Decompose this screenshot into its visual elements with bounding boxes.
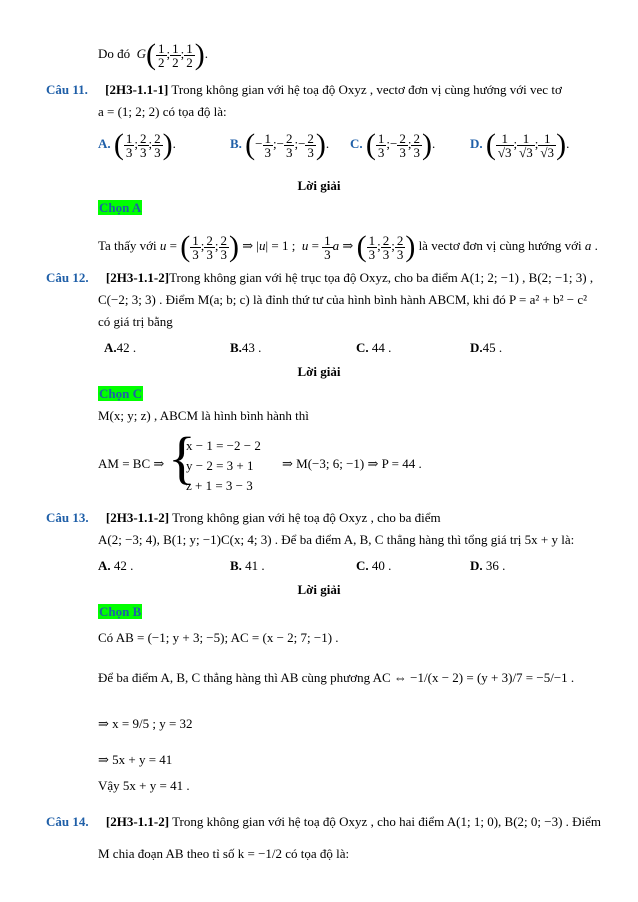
- q12-option-d-key: D.: [470, 340, 483, 355]
- q12-choice: [98, 386, 143, 402]
- q12-explain-lhs: AM = BC ⇒: [98, 456, 165, 471]
- q12-option-a-value: 42 .: [116, 340, 137, 355]
- q13-option-a-key: A.: [98, 558, 111, 573]
- q12-option-b-value: 43 .: [241, 340, 262, 355]
- q11-option-b-value: (− $\frac{1}{3}$ ;− $\frac{2}{3}$ ;− $\frac{2}{3}$ ).: [245, 128, 330, 161]
- q13-step5: Vậy 5x + y = 41 .: [98, 778, 190, 793]
- q13-option-b-key: B.: [230, 558, 242, 573]
- q14-tag: [2H3-1.1-2]: [105, 814, 170, 829]
- q13-choice-label: Chọn B: [99, 604, 142, 619]
- q13-text: Trong không gian với hệ toạ độ Oxyz , cho ba điểm: [172, 510, 441, 525]
- q12-label: Câu 12.: [46, 270, 89, 285]
- q12-option-c-key: C.: [356, 340, 369, 355]
- q12-solution-title: Lời giải: [297, 364, 341, 379]
- q13-tag: [2H3-1.1-2]: [105, 510, 170, 525]
- q12-explain-rhs: ⇒ M(−3; 6; −1) ⇒ P = 44 .: [282, 456, 422, 471]
- q11-choice: [98, 200, 142, 216]
- q12-tag: [2H3-1.1-2]: [105, 270, 170, 285]
- q12-system-row-2: y − 2 = 3 + 1: [186, 458, 254, 473]
- q13-option-a-value: 42 .: [113, 558, 134, 573]
- q13-option-d[interactable]: [470, 558, 505, 574]
- q11-option-c-key: C.: [350, 135, 363, 151]
- q11-text: Trong không gian với hệ toạ độ Oxyz , vectơ đơn vị cùng hướng với vec tơ: [171, 82, 562, 97]
- q11-option-b[interactable]: [230, 130, 329, 160]
- q11-label: Câu 11.: [46, 82, 88, 97]
- q12-system-brace: {: [168, 425, 196, 490]
- intro-text: Do đó: [98, 45, 131, 61]
- q13-heading: [46, 510, 441, 526]
- q12-option-d-value: 45 .: [482, 340, 503, 355]
- q13-option-b-value: 41 .: [245, 558, 265, 573]
- q13-option-c-key: C.: [356, 558, 369, 573]
- q11-option-a-value: ( $\frac{1}{3}$ ; $\frac{2}{3}$ ; $\frac{2}{3}$ ).: [113, 128, 176, 161]
- q11-option-c[interactable]: [350, 130, 435, 160]
- q13-solution-title: Lời giải: [297, 582, 341, 597]
- q12-option-a[interactable]: [104, 340, 136, 356]
- q12-line3: có giá trị bằng: [98, 314, 173, 329]
- q11-option-c-value: ( $\frac{1}{3}$ ;− $\frac{2}{3}$ ; $\frac{2}{3}$ ).: [365, 128, 436, 161]
- q12-option-a-key: A.: [104, 340, 117, 355]
- intro-expression: G( $\frac{1}{2}$ ; $\frac{1}{2}$ ; $\frac{1}{2}$ ).: [136, 38, 209, 71]
- q13-option-a[interactable]: [98, 558, 133, 574]
- q11-heading: [46, 82, 562, 98]
- q11-solution-title: Lời giải: [297, 178, 341, 193]
- q13-line2: A(2; −3; 4), B(1; y; −1)C(x; 4; 3) . Để ba điểm A, B, C thẳng hàng thì tổng giá trị 5x + y là:: [98, 532, 575, 547]
- q11-tag: [2H3-1.1-1]: [105, 82, 169, 97]
- q13-step1: Có AB = (−1; y + 3; −5); AC = (x − 2; 7; −1) .: [98, 630, 339, 645]
- q12-explain1: M(x; y; z) , ABCM là hình bình hành thì: [98, 408, 309, 423]
- q13-step3: ⇒ x = 9/5 ; y = 32: [98, 716, 193, 731]
- q11-option-d-key: D.: [470, 135, 483, 151]
- q13-step2: Để ba điểm A, B, C thẳng hàng thì AB cùng phương AC ⇔ −1/(x − 2) = (y + 3)/7 = −5/−1 .: [98, 670, 575, 685]
- q12-choice-label: Chọn C: [99, 386, 142, 401]
- q11-option-a-key: A.: [98, 135, 111, 151]
- q12-option-b-key: B.: [230, 340, 242, 355]
- q12-line2: C(−2; 3; 3) . Điểm M(a; b; c) là đỉnh thứ tư của hình bình hành ABCM, khi đó P = a² + b² − c²: [98, 292, 587, 307]
- q13-option-b[interactable]: [230, 558, 265, 574]
- q11-choice-label: Chọn A: [99, 200, 142, 215]
- q13-step4: ⇒ 5x + y = 41: [98, 752, 173, 767]
- q12-option-c[interactable]: [356, 340, 391, 356]
- q13-label: Câu 13.: [46, 510, 89, 525]
- q12-system: [186, 436, 261, 496]
- q12-heading: [46, 270, 593, 286]
- intro-line: [98, 40, 208, 70]
- q11-explain-prefix: Ta thấy với: [98, 237, 157, 253]
- q11-option-d[interactable]: [470, 130, 569, 160]
- q11-explain: [98, 232, 598, 262]
- q13-option-d-value: 36 .: [485, 558, 506, 573]
- q13-option-d-key: D.: [470, 558, 483, 573]
- q11-explain-math: u = ( $\frac{1}{3}$ ; $\frac{2}{3}$ ; $\frac{2}{3}$ ) ⇒ |u| = 1 ; u = $\frac{1}{3}$ a ⇒ ( $\frac{1}{3}$ ; $\frac{2}{3}$ ; $\frac{2}{3}$ ) là vectơ đơn vị cùng hướng với a .: [159, 230, 598, 263]
- q14-line2: M chia đoạn AB theo tỉ số k = −1/2 có tọa độ là:: [98, 846, 350, 861]
- q11-option-a[interactable]: [98, 130, 176, 160]
- q11-option-d-value: ( $\frac{1}{√3}$ ; $\frac{1}{√3}$ ; $\frac{1}{√3}$ ).: [485, 128, 570, 161]
- q12-text: Trong không gian với hệ trục tọa độ Oxyz, cho ba điểm A(1; 2; −1) , B(2; −1; 3) ,: [169, 270, 594, 285]
- q13-option-c-value: 40 .: [371, 558, 392, 573]
- q14-text: Trong không gian với hệ toạ độ Oxyz , cho hai điểm A(1; 1; 0), B(2; 0; −3) . Điểm: [172, 814, 602, 829]
- q13-option-c[interactable]: [356, 558, 391, 574]
- q12-system-row-3: z + 1 = 3 − 3: [186, 478, 253, 493]
- q14-label: Câu 14.: [46, 814, 89, 829]
- q12-option-d[interactable]: [470, 340, 502, 356]
- q12-system-row-1: x − 1 = −2 − 2: [186, 438, 261, 453]
- q13-choice: [98, 604, 142, 620]
- q12-option-b[interactable]: [230, 340, 261, 356]
- q14-heading: [46, 814, 601, 830]
- q11-option-b-key: B.: [230, 135, 242, 151]
- q11-line2: a = (1; 2; 2) có tọa độ là:: [98, 104, 227, 119]
- q12-option-c-value: 44 .: [371, 340, 392, 355]
